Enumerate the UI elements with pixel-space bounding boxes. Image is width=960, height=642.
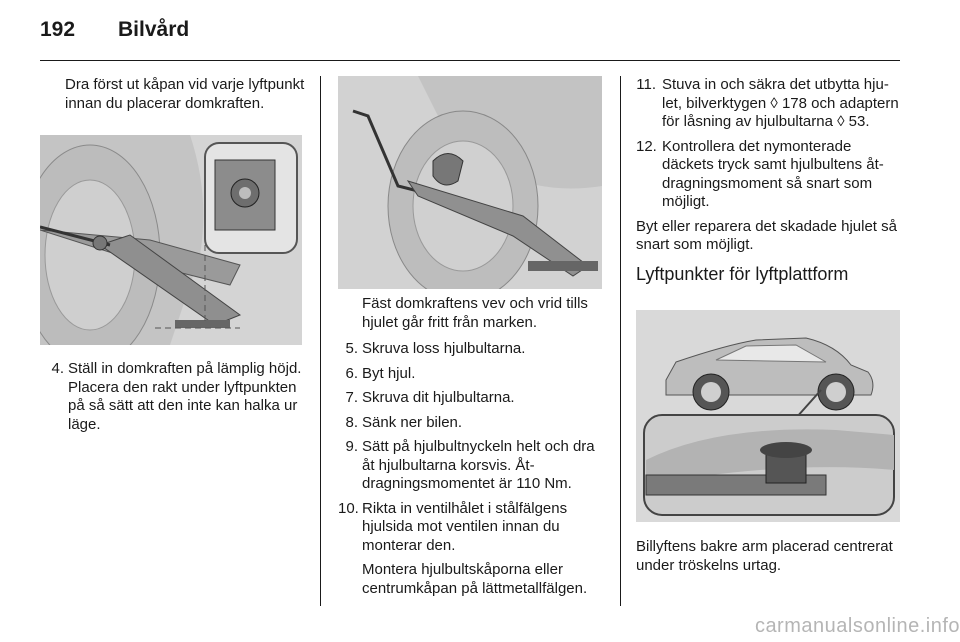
jack-lift-point-figure [40,135,302,345]
col2-text [338,295,608,604]
lift-platform-figure [636,310,900,522]
col3-text [636,76,902,285]
column-divider-2 [620,76,621,606]
header-rule [40,60,900,61]
col3-bottom [636,538,902,575]
paragraph-replace-wheel: Byt eller reparera det skadade hjulet så snart som möjligt. [636,217,897,253]
list-item-11: 11. Stuva in och säkra det utbytta hjulet, bilverktygen ◊ 178 och adaptern för låsning av hjulbultarna ◊ 53. [636,76,899,130]
watermark: carmanualsonline.info [754,615,960,637]
list-item-4: 4. Ställ in domkraften på lämplig höjd. Placera den rakt under lyftpunkten på så sätt att den inte kan halka ur läge. [51,360,302,433]
page-number: 192 [40,18,76,41]
list-item-7: 7. Skruva dit hjulbultarna. [345,389,515,406]
list-item-8: 8. Sänk ner bilen. [345,413,463,431]
list-item-10-extra: Montera hjulbultskåporna eller centrumkåpan på lättmetallfälgen. [362,561,588,597]
figure-caption: Fäst domkraftens vev och vrid tills hjulet går fritt från marken. [362,295,588,331]
list-item-5: 5. Skruva loss hjulbultarna. [345,340,526,357]
list-item-12: 12. Kontrollera det nymonterade däckets tryck samt hjulbultens åtdragningsmoment så snart som möjligt. [636,137,884,210]
section-title: Bilvård [118,18,190,41]
list-item-6: 6. Byt hjul. [345,364,416,382]
list-item-10: 10. Rikta in ventilhålet i stålfälgens hjulsida mot ventilen innan du monterar den. Montera hjulbultskåporna eller centrumkåpan på lättmetallfälgen. [338,500,608,599]
col1-list [44,360,306,440]
list-item-9: 9. Sätt på hjulbultnyckeln helt och dra åt hjulbultarna korsvis. Åtdragningsmomentet är 110 Nm. [345,438,595,492]
column-divider-1 [320,76,321,606]
lift-arm-note: Billyftens bakre arm placerad centrerat under tröskelns urtag. [636,538,893,574]
section-heading: Lyftpunkter för lyftplattform [636,263,849,284]
col1-intro: Dra först ut kåpan vid varje lyftpunkt innan du placerar domkraften. [65,76,305,112]
jack-crank-figure [338,76,602,289]
